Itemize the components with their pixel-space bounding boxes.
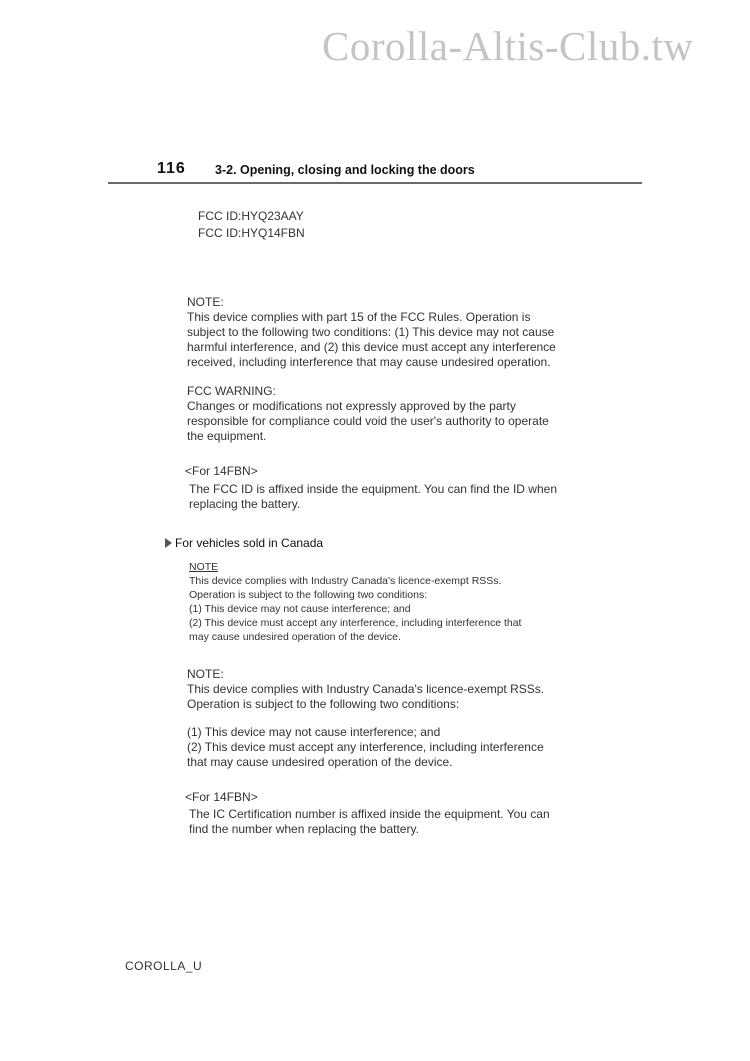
fcc-note [187,295,556,370]
page-number: 116 [157,160,186,177]
canada-note-small-line: Operation is subject to the following two conditions: [189,589,428,601]
canada-note-large-conditions [187,725,544,770]
canada-note-small-heading: NOTE [189,561,219,573]
canada-for-14fbn-line: find the number when replacing the battery. [189,822,419,836]
canada-note-large-line: (1) This device may not cause interference; and [187,725,441,739]
canada-note-small [189,560,521,644]
canada-note-large-line: (2) This device must accept any interference, including interference [187,740,544,754]
fcc-id-line: FCC ID:HYQ23AAY [198,209,304,223]
fcc-id-block [198,208,305,242]
header-rule [108,182,642,184]
canada-note-small-line: This device complies with Industry Canada's licence-exempt RSSs. [189,575,502,587]
fcc-warning-heading: FCC WARNING: [187,384,276,398]
canada-for-14fbn-text [189,807,550,837]
canada-for-14fbn-line: The IC Certification number is affixed inside the equipment. You can [189,807,550,821]
canada-note-large [187,667,544,712]
for-14fbn-line: replacing the battery. [189,497,301,511]
canada-note-large-line: Operation is subject to the following two conditions: [187,697,460,711]
fcc-note-line: received, including interference that may cause undesired operation. [187,355,551,369]
section-title: 3-2. Opening, closing and locking the doors [215,163,475,177]
canada-note-large-line: that may cause undesired operation of the device. [187,755,453,769]
canada-note-large-line: This device complies with Industry Canada's licence-exempt RSSs. [187,682,545,696]
fcc-warning [187,384,549,444]
fcc-note-line: This device complies with part 15 of the FCC Rules. Operation is [187,310,531,324]
fcc-id-line: FCC ID:HYQ14FBN [198,226,305,240]
canada-note-large-heading: NOTE: [187,667,224,681]
fcc-note-heading: NOTE: [187,295,224,309]
canada-for-14fbn-heading: <For 14FBN> [185,790,258,804]
for-14fbn-heading: <For 14FBN> [185,464,258,478]
canada-note-small-line: (2) This device must accept any interference, including interference that [189,617,522,629]
for-14fbn-line: The FCC ID is affixed inside the equipment. You can find the ID when [189,482,557,496]
fcc-note-line: harmful interference, and (2) this device must accept any interference [187,340,556,354]
fcc-note-line: subject to the following two conditions: (1) This device may not cause [187,325,555,339]
fcc-warning-line: Changes or modifications not expressly approved by the party [187,399,516,413]
canada-heading [165,536,323,551]
for-14fbn-text [189,482,557,512]
footer-label: COROLLA_U [125,959,203,973]
watermark-text: Corolla-Altis-Club.tw [322,23,694,69]
triangle-bullet-icon [165,538,172,548]
canada-note-small-line: (1) This device may not cause interference; and [189,603,411,615]
canada-note-small-line: may cause undesired operation of the device. [189,631,401,643]
fcc-warning-line: the equipment. [187,429,267,443]
canada-heading-label: For vehicles sold in Canada [175,536,324,550]
fcc-warning-line: responsible for compliance could void the user's authority to operate [187,414,549,428]
